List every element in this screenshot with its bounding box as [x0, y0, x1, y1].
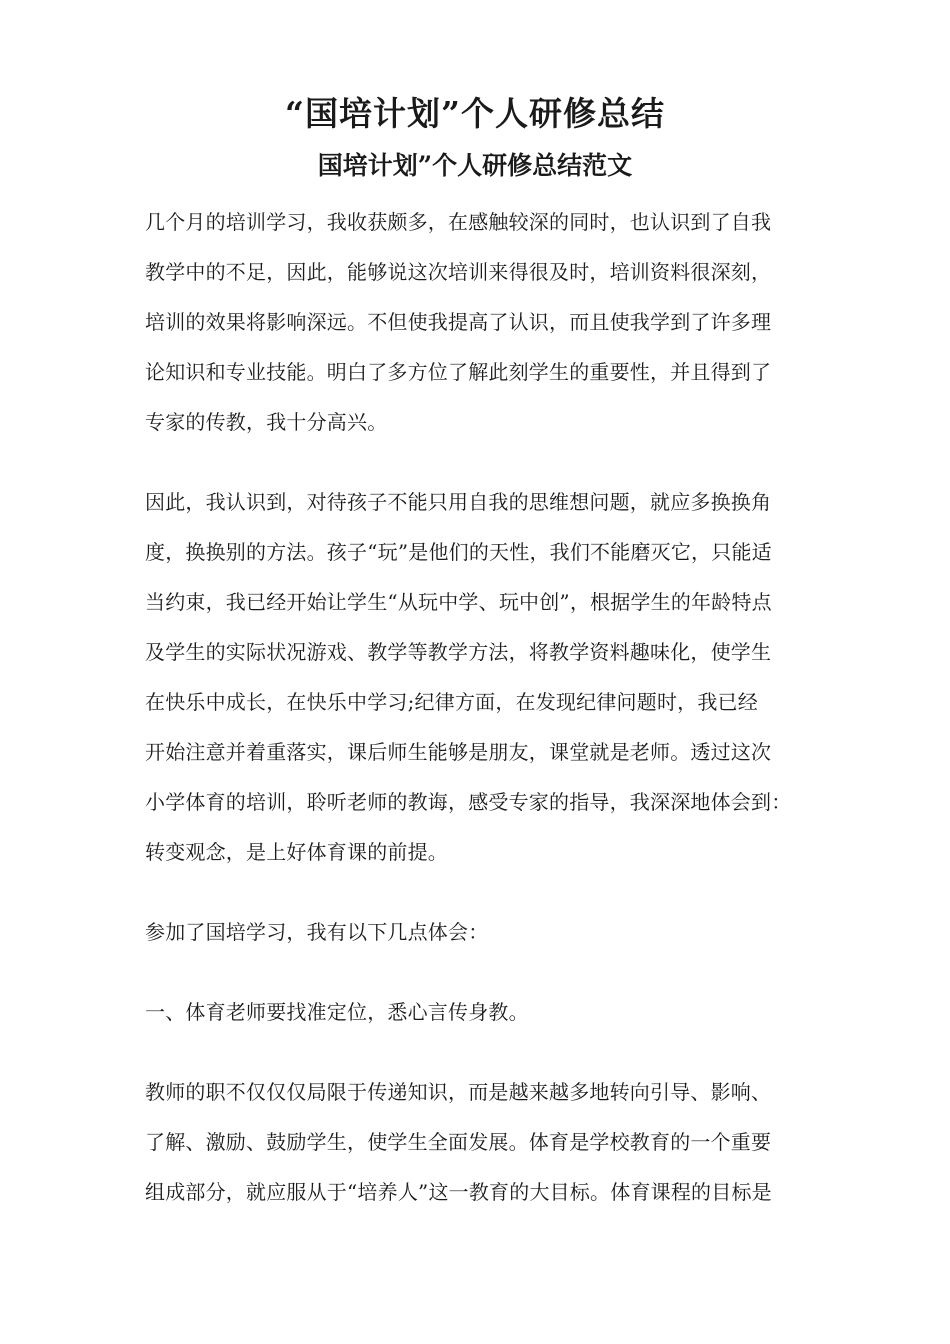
text-line: 论知识和专业技能。明白了多方位了解此刻学生的重要性，并且得到了: [145, 360, 772, 384]
text-line: 专家的传教，我十分高兴。: [145, 410, 388, 434]
text-line: 小学体育的培训，聆听老师的教诲，感受专家的指导，我深深地体会到：: [145, 790, 792, 814]
text-line: 教学中的不足，因此，能够说这次培训来得很及时，培训资料很深刻，: [145, 260, 772, 284]
paragraph: [145, 477, 817, 877]
paragraph: [145, 1067, 817, 1217]
text-line: 转变观念，是上好体育课的前提。: [145, 840, 448, 864]
text-line: 在快乐中成长，在快乐中学习;纪律方面，在发现纪律问题时，我已经: [145, 690, 758, 714]
text-line: 开始注意并着重落实，课后师生能够是朋友，课堂就是老师。透过这次: [145, 740, 772, 764]
text-line: 教师的职不仅仅仅局限于传递知识，而是越来越多地转向引导、影响、: [145, 1080, 772, 1104]
text-line: 了解、激励、鼓励学生，使学生全面发展。体育是学校教育的一个重要: [145, 1130, 772, 1154]
text-line: 度，换换别的方法。孩子“玩”是他们的天性，我们不能磨灭它，只能适: [145, 540, 772, 564]
document-title: “国培计划”个人研修总结: [285, 94, 665, 133]
text-line: 几个月的培训学习，我收获颇多，在感触较深的同时，也认识到了自我: [145, 210, 772, 234]
text-line: 及学生的实际状况游戏、教学等教学方法，将教学资料趣味化，使学生: [145, 640, 772, 664]
text-line: 培训的效果将影响深远。不但使我提高了认识，而且使我学到了许多理: [145, 310, 772, 334]
document-body: [145, 197, 817, 1217]
paragraph: [145, 197, 817, 447]
text-line: 组成部分，就应服从于“培养人”这一教育的大目标。体育课程的目标是: [145, 1180, 772, 1204]
document-subtitle: 国培计划”个人研修总结范文: [317, 151, 633, 180]
paragraph: [145, 987, 817, 1037]
paragraph: [145, 907, 817, 957]
text-line: 因此，我认识到，对待孩子不能只用自我的思维想问题，就应多换换角: [145, 490, 772, 514]
text-line: 参加了国培学习，我有以下几点体会：: [145, 920, 489, 944]
text-line: 一、体育老师要找准定位，悉心言传身教。: [145, 1000, 529, 1024]
text-line: 当约束，我已经开始让学生“从玩中学、玩中创”，根据学生的年龄特点: [145, 590, 772, 614]
